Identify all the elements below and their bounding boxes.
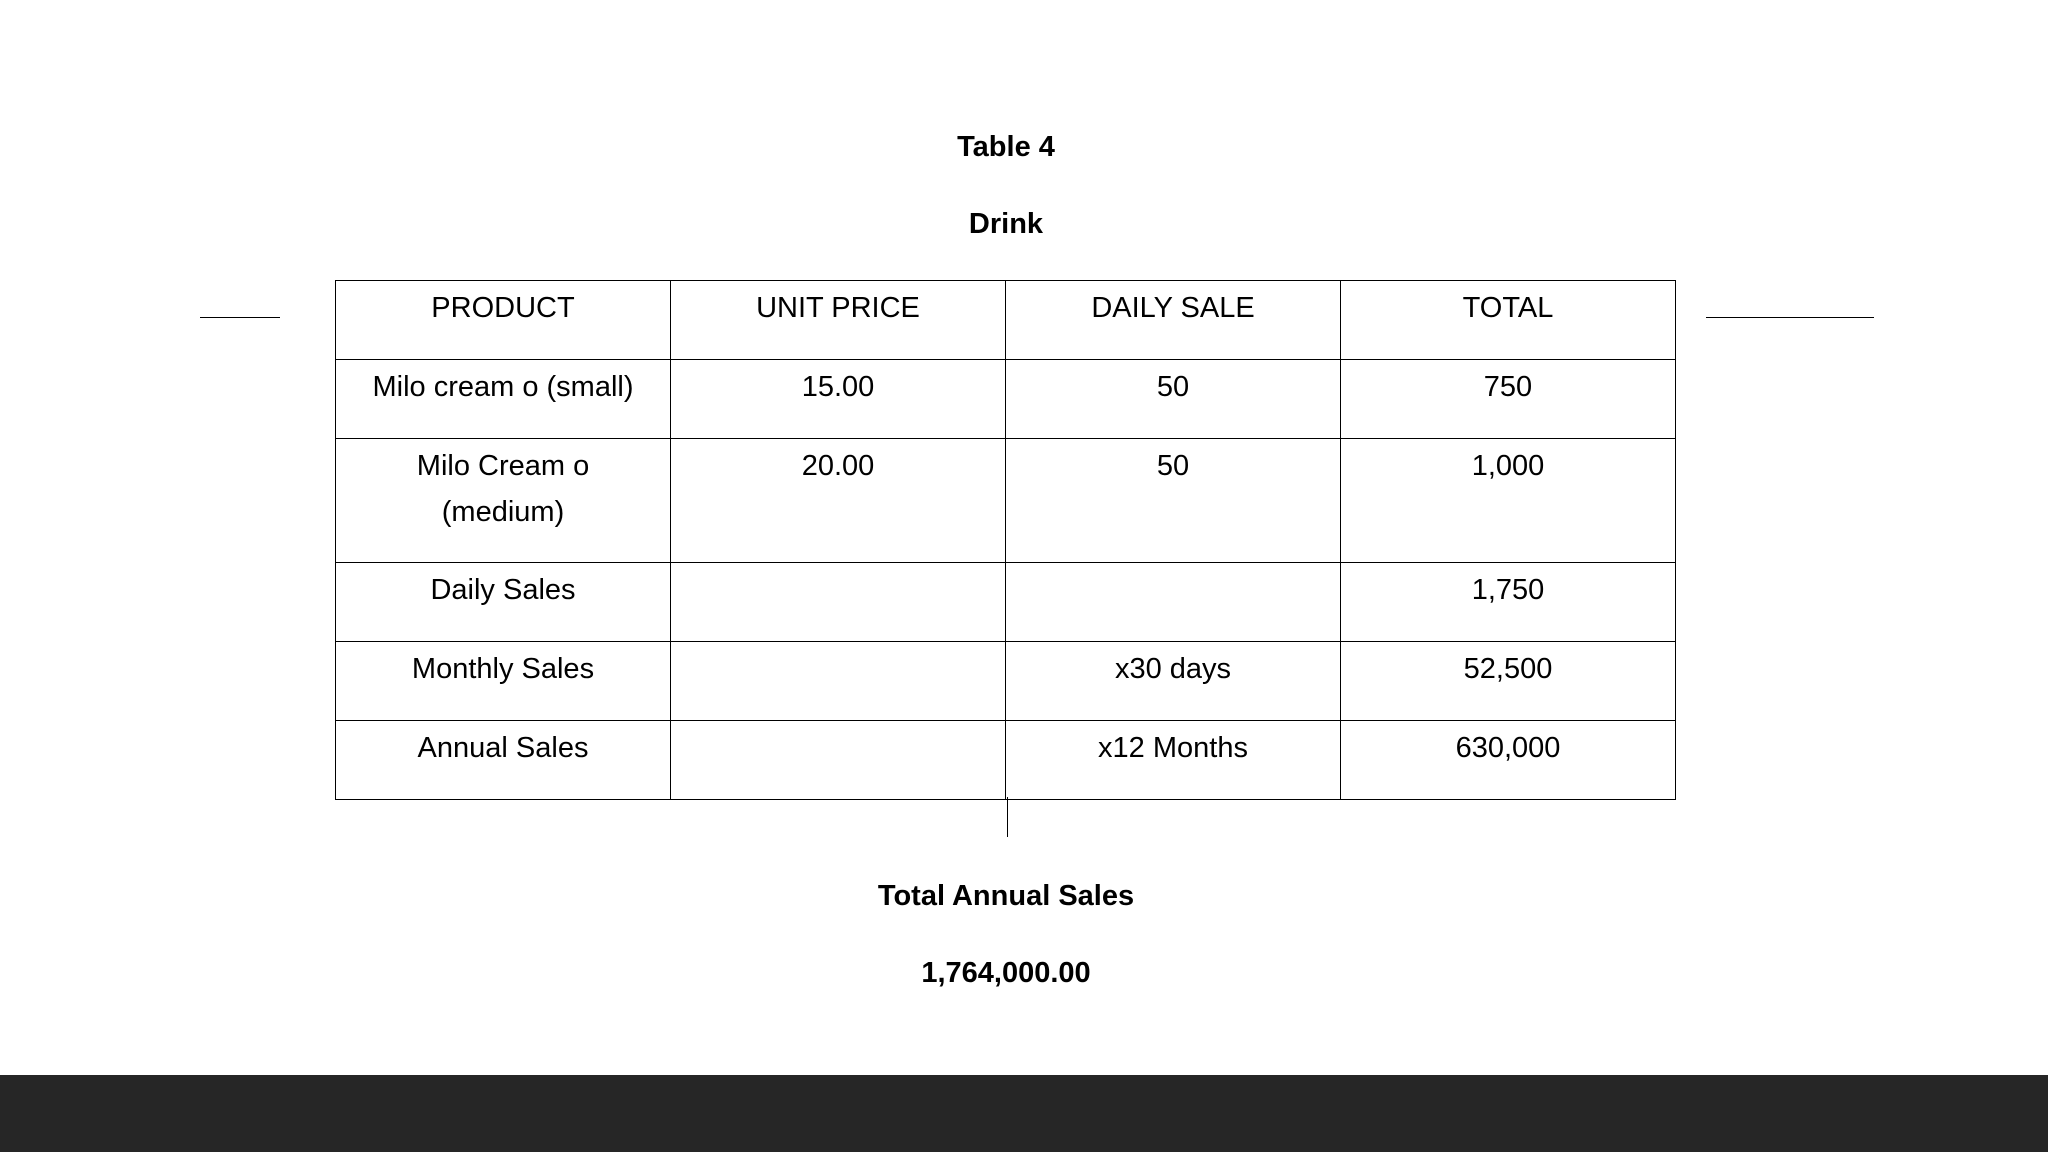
sales-table [335, 280, 1676, 800]
decorative-line-right [1706, 317, 1874, 318]
cell-daily-sale: x12 Months [1006, 721, 1341, 800]
cell-total: 630,000 [1341, 721, 1676, 800]
cell-product-text: Milo Cream o (medium) [416, 450, 590, 528]
header-daily-sale: DAILY SALE [1006, 281, 1341, 360]
cell-daily-sale: 50 [1006, 439, 1341, 563]
cell-daily-sale: 50 [1006, 360, 1341, 439]
cell-product: Milo cream o (small) [336, 360, 671, 439]
cell-daily-sale: x30 days [1006, 642, 1341, 721]
cell-total: 52,500 [1341, 642, 1676, 721]
table-label: Table 4 [957, 131, 1055, 163]
table-row [336, 360, 1676, 439]
decorative-line-left [200, 317, 280, 318]
cell-unit-price: 20.00 [671, 439, 1006, 563]
text-cursor-line [1007, 797, 1008, 837]
cell-product: Monthly Sales [336, 642, 671, 721]
header-unit-price: UNIT PRICE [671, 281, 1006, 360]
total-annual-sales-label: Total Annual Sales [877, 880, 1135, 912]
table-row [336, 721, 1676, 800]
table-row [336, 642, 1676, 721]
header-total: TOTAL [1341, 281, 1676, 360]
cell-product: Daily Sales [336, 563, 671, 642]
cell-unit-price [671, 563, 1006, 642]
footer-bar [0, 1075, 2048, 1152]
cell-unit-price [671, 721, 1006, 800]
cell-total: 750 [1341, 360, 1676, 439]
table-header-row [336, 281, 1676, 360]
cell-daily-sale [1006, 563, 1341, 642]
total-annual-sales-value: 1,764,000.00 [921, 957, 1091, 989]
cell-total: 1,000 [1341, 439, 1676, 563]
cell-unit-price: 15.00 [671, 360, 1006, 439]
header-product: PRODUCT [336, 281, 671, 360]
cell-unit-price [671, 642, 1006, 721]
table-row [336, 563, 1676, 642]
table-title: Drink [968, 208, 1044, 240]
table-row [336, 439, 1676, 563]
cell-product [336, 439, 671, 563]
cell-total: 1,750 [1341, 563, 1676, 642]
cell-product: Annual Sales [336, 721, 671, 800]
